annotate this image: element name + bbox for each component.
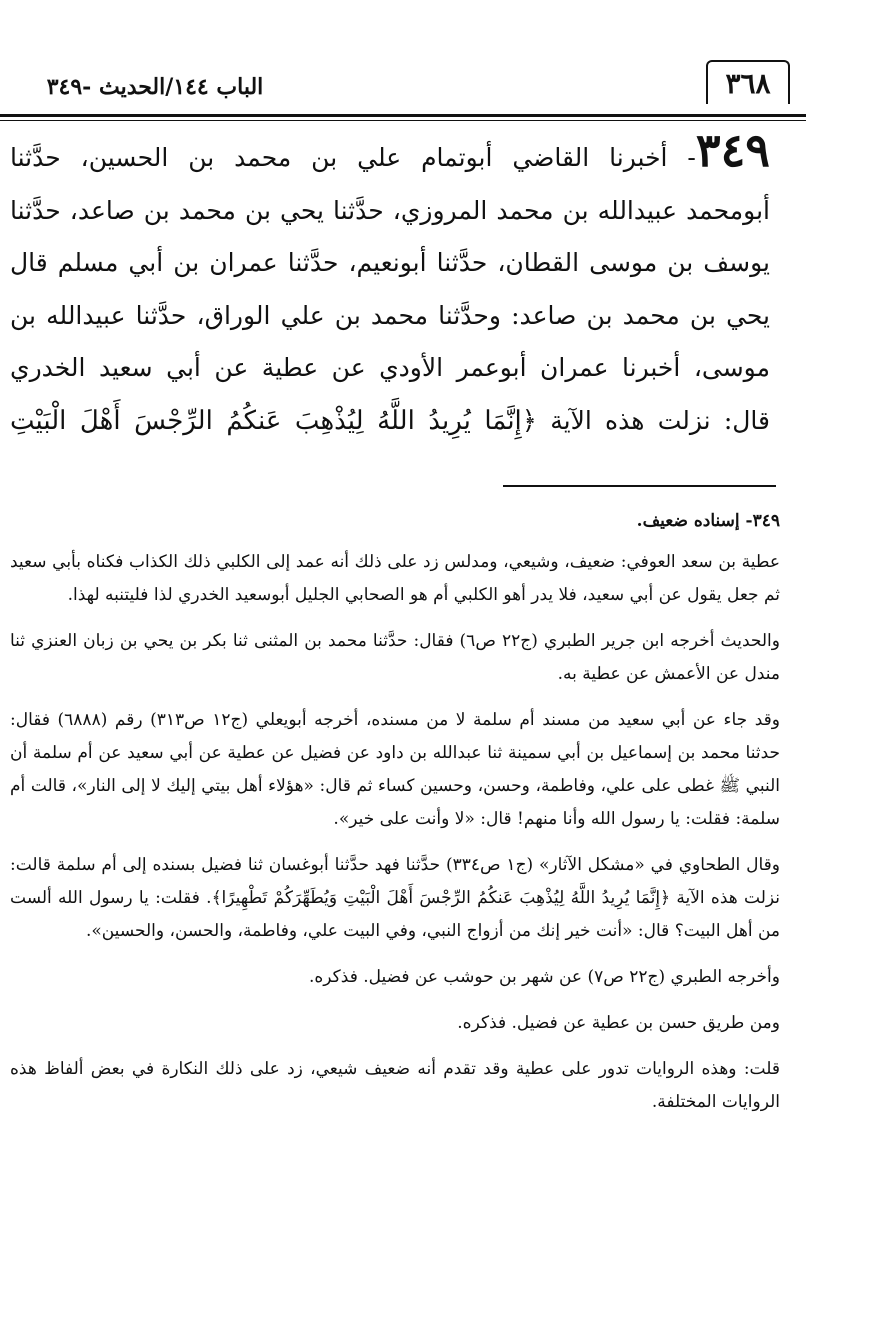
hadith-number: ٣٤٩ [695,123,770,177]
hadith-line-6-prefix: قال: نزلت هذه الآية [550,405,770,435]
hadith-line-6 [10,395,770,448]
footnote-paragraph: والحديث أخرجه ابن جرير الطبري (ج٢٢ ص٦) فقال: حدَّثنا محمد بن المثنى ثنا بكر بن يحي بن زبان العنزي ثنا مندل عن الأعمش عن عطية به. [10,631,780,684]
footnote-paragraph: وقد جاء عن أبي سعيد من مسند أم سلمة لا من مسنده، أخرجه أبويعلي (ج١٢ ص٣١٣) رقم (٦٨٨٨) فقال: حدثنا محمد بن إسماعيل بن أبي سمينة ثنا عبدالله بن داود عن فضيل عن عطية عن أبي سعيد عن أم سلمة أن النبي ﷺ غطى على علي، وفاطمة، وحسن، وحسين كساء ثم قال: «هؤلاء أهل بيتي إليك لا إلى النار»، قالت أم سلمة: فقلت: يا رسول الله وأنا منهم! قال: «لا وأنت على خير». [10,710,780,829]
footnotes [10,505,780,1132]
hadith-line-2: أبومحمد عبيدالله بن محمد المروزي، حدَّثنا يحي بن محمد بن صاعد، حدَّثنا [10,195,770,225]
footnote-paragraph: عطية بن سعد العوفي: ضعيف، وشيعي، ومدلس زد على ذلك أنه عمد إلى الكلبي ذلك الكذاب فكناه بأبي سعيد ثم جعل يقول عن أبي سعيد، فلا يدر أهو الكلبي أم هو الصحابي الجليل أبوسعيد الخدري لذا فليتنبه لهذا. [10,552,780,605]
hadith-line-1 [10,123,770,185]
hadith-line-4: يحي بن محمد بن صاعد: وحدَّثنا محمد بن علي الوراق، حدَّثنا عبيدالله بن [10,300,770,330]
quran-quote: ﴿إِنَّمَا يُرِيدُ اللَّهُ لِيُذْهِبَ عَنكُمُ الرِّجْسَ أَهْلَ الْبَيْتِ [10,405,538,436]
hadith-line-5: موسى، أخبرنا عمران أبوعمر الأودي عن عطية عن أبي سعيد الخدري [10,353,770,382]
footnote-paragraph: قلت: وهذه الروايات تدور على عطية وقد تقدم أنه ضعيف شيعي، زد على ذلك النكارة في بعض ألفاظ هذه الروايات المختلفة. [10,1059,780,1112]
header-rule-thin [0,120,806,121]
footnote-paragraph: وقال الطحاوي في «مشكل الآثار» (ج١ ص٣٣٤) حدَّثنا فهد حدَّثنا أبوغسان ثنا فضيل بسنده إلى أم سلمة قالت: نزلت هذه الآية ﴿إِنَّمَا يُرِيدُ اللَّهُ لِيُذْهِبَ عَنكُمُ الرِّجْسَ أَهْلَ الْبَيْتِ وَيُطَهِّرَكُمْ تَطْهِيرًا﴾. فقلت: يا رسول الله ألست من أهل البيت؟ قال: «أنت خير إنك من أزواج النبي، وفي البيت علي، وفاطمة، والحسن، والحسين». [10,855,780,941]
header-rule [0,114,806,117]
hadith-line-1-text: - أخبرنا القاضي أبوتمام علي بن محمد بن الحسين، حدَّثنا [10,143,696,172]
hadith-line-3: يوسف بن موسى القطان، حدَّثنا أبونعيم، حدَّثنا عمران بن أبي مسلم قال [10,248,770,277]
hadith-text [10,123,770,447]
footnote-title: ٣٤٩- إسناده ضعيف. [636,511,780,531]
footnote-separator [503,485,776,487]
running-header-title: الباب ١٤٤/الحديث -٣٤٩ [46,74,264,100]
footnote-paragraph: وأخرجه الطبري (ج٢٢ ص٧) عن شهر بن حوشب عن فضيل. فذكره. [308,967,780,987]
footnote-paragraph: ومن طريق حسن بن عطية عن فضيل. فذكره. [457,1013,780,1033]
page-number: ٣٦٨ [706,60,790,104]
